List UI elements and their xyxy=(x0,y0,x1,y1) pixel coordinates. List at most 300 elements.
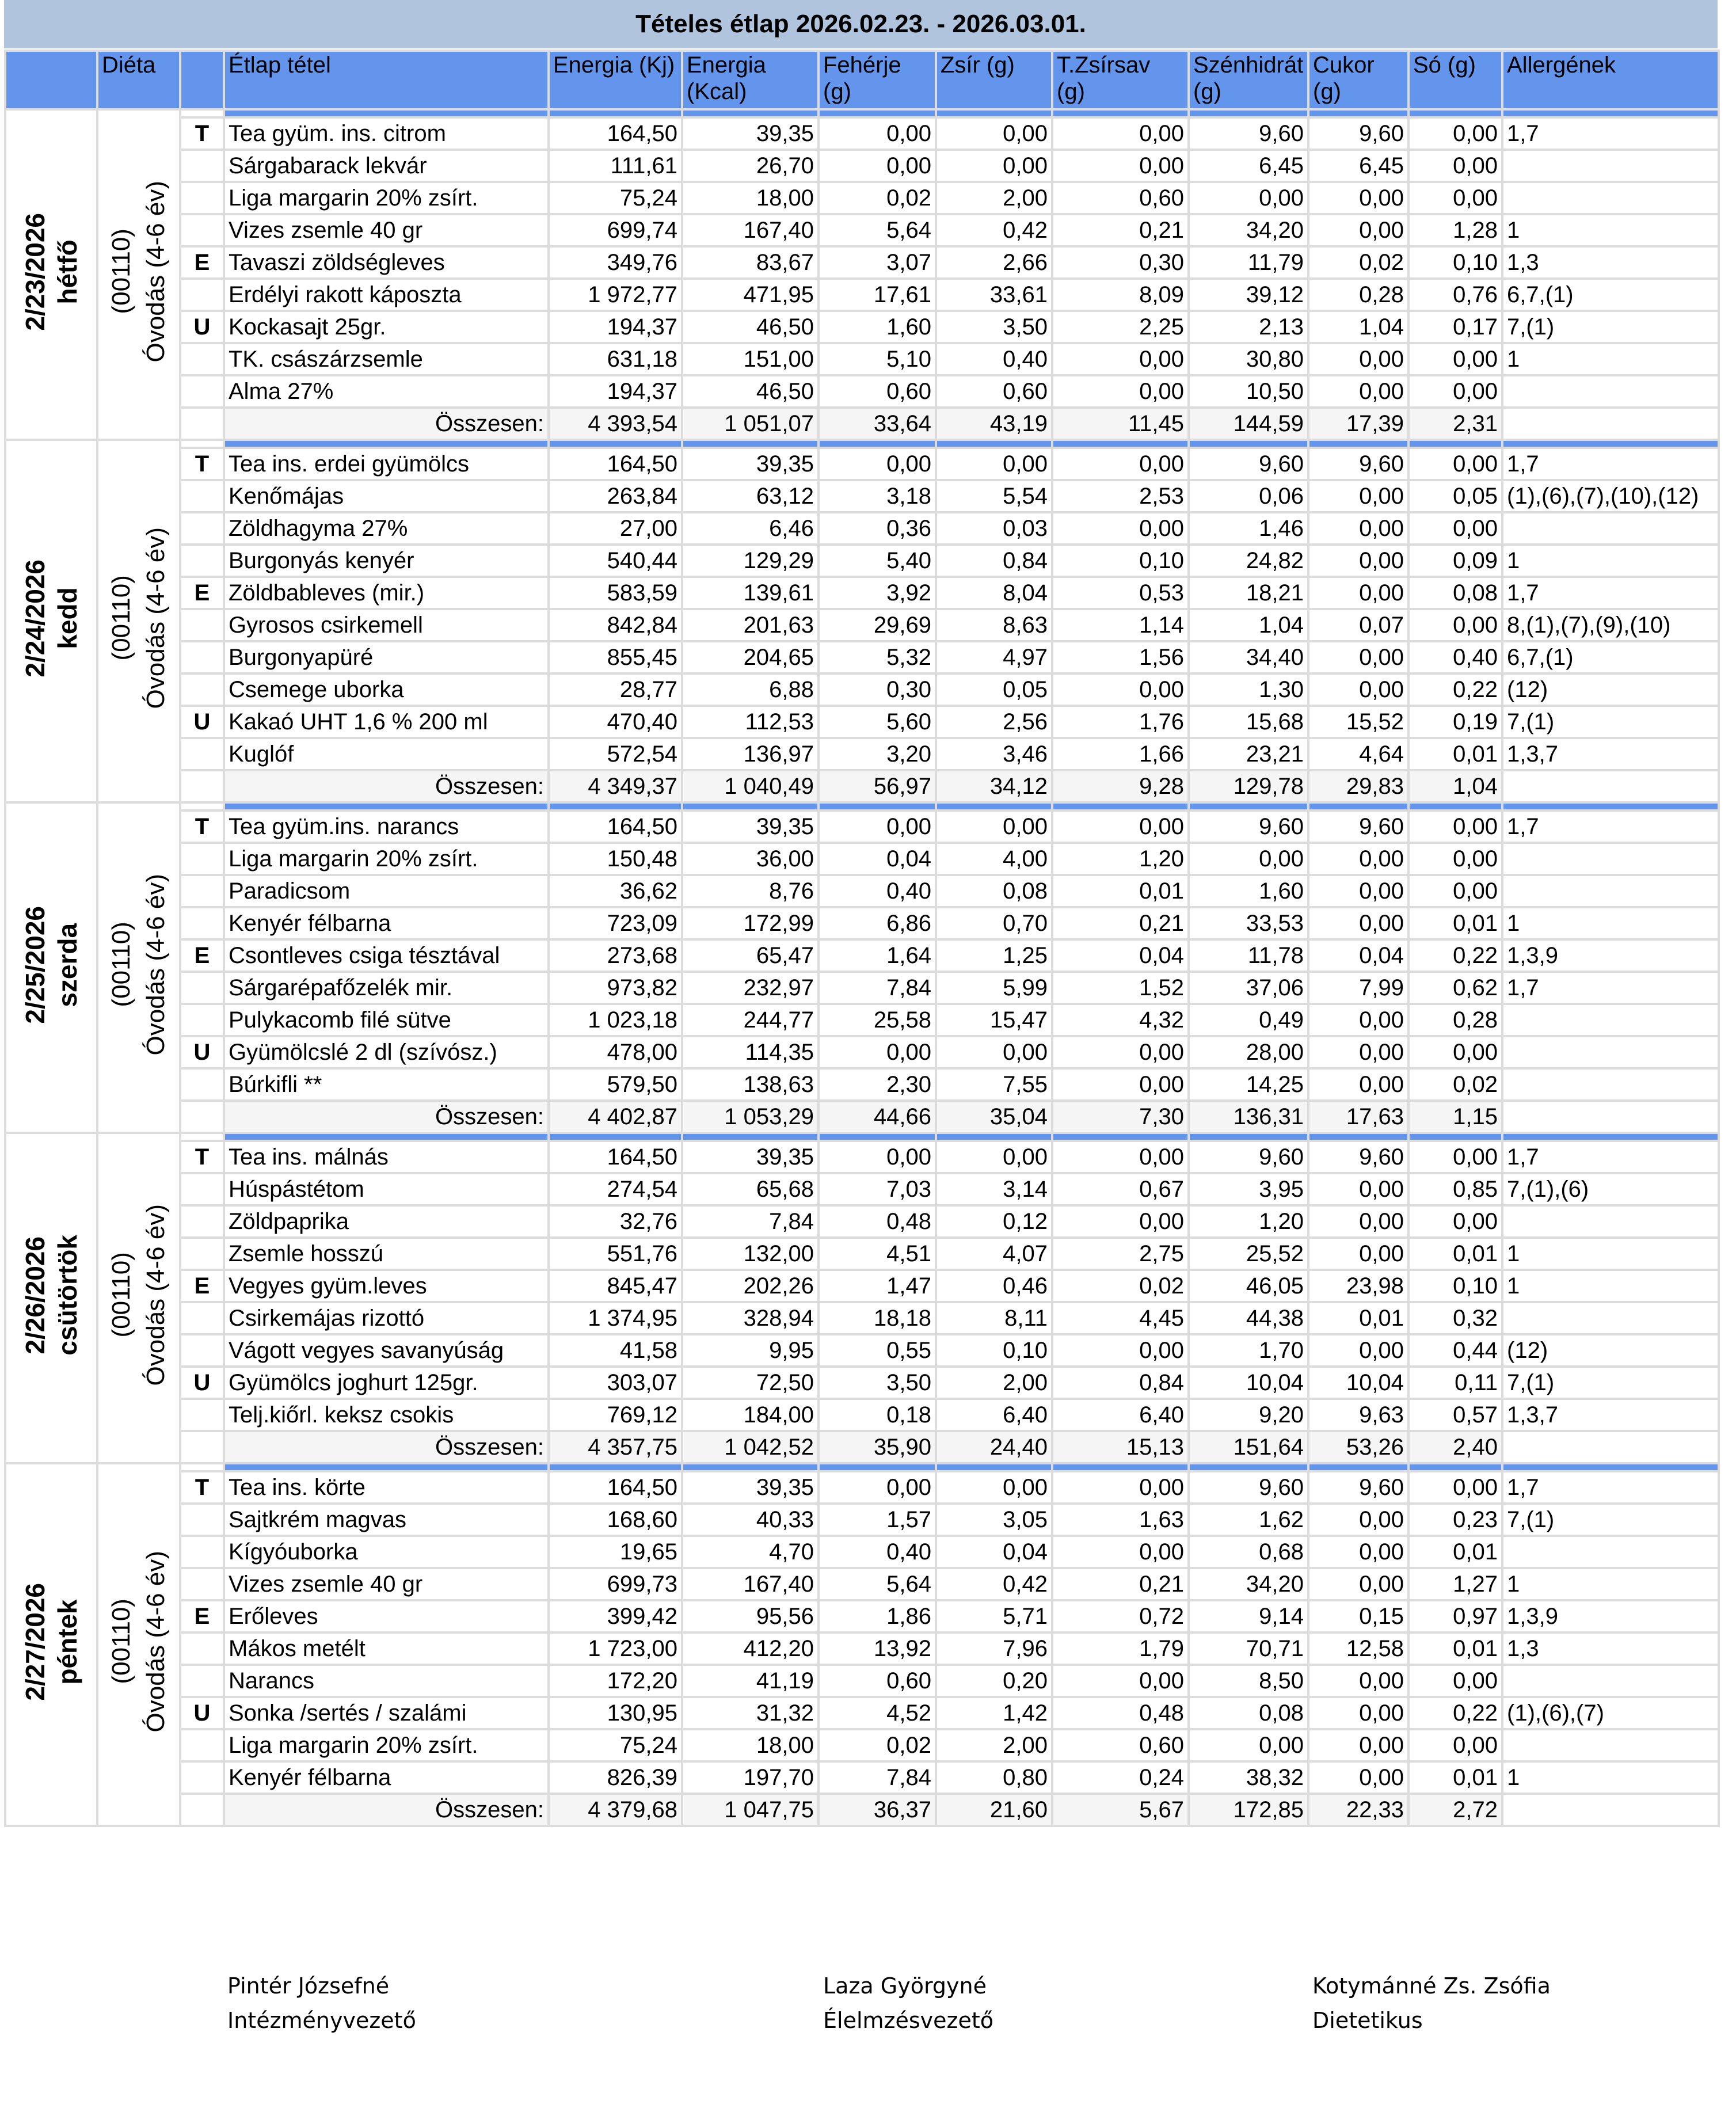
item-name: Erőleves xyxy=(224,1600,549,1632)
total-sugar: 53,26 xyxy=(1308,1431,1408,1463)
total-label: Összesen: xyxy=(224,1431,549,1463)
total-salt: 1,04 xyxy=(1408,770,1502,802)
value-protein: 3,07 xyxy=(818,246,936,279)
total-protein: 44,66 xyxy=(818,1101,936,1133)
meal-type: U xyxy=(180,1697,224,1729)
value-kj: 845,47 xyxy=(549,1270,682,1302)
header-row xyxy=(5,51,1719,109)
total-kj: 4 349,37 xyxy=(549,770,682,802)
item-name: Burgonyás kenyér xyxy=(224,545,549,577)
total-salt: 2,31 xyxy=(1408,408,1502,440)
separator-bar xyxy=(936,109,1052,117)
value-kcal: 112,53 xyxy=(682,706,818,738)
value-protein: 3,50 xyxy=(818,1367,936,1399)
allergens: 7,(1) xyxy=(1502,706,1719,738)
value-carb: 10,50 xyxy=(1189,375,1308,408)
value-protein: 0,48 xyxy=(818,1205,936,1238)
meal-type xyxy=(180,972,224,1004)
value-kj: 27,00 xyxy=(549,512,682,545)
item-name: Tea ins. erdei gyümölcs xyxy=(224,448,549,480)
total-fat: 24,40 xyxy=(936,1431,1052,1463)
menu-item-row xyxy=(5,1568,1719,1600)
total-label: Összesen: xyxy=(224,1794,549,1826)
menu-item-row xyxy=(5,1334,1719,1367)
value-protein: 7,84 xyxy=(818,972,936,1004)
value-protein: 0,00 xyxy=(818,1036,936,1068)
menu-item-row xyxy=(5,1238,1719,1270)
diet-cell xyxy=(97,1133,180,1463)
value-sugar: 0,00 xyxy=(1308,1536,1408,1568)
item-name: Kenyér félbarna xyxy=(224,1761,549,1794)
separator-bar xyxy=(1308,1463,1408,1471)
allergens: 1 xyxy=(1502,545,1719,577)
menu-item-row xyxy=(5,577,1719,609)
item-name: Kenőmájas xyxy=(224,480,549,512)
value-protein: 3,20 xyxy=(818,738,936,770)
total-kj: 4 379,68 xyxy=(549,1794,682,1826)
value-carb: 34,20 xyxy=(1189,1568,1308,1600)
value-sugar: 9,63 xyxy=(1308,1399,1408,1431)
value-fat: 5,54 xyxy=(936,480,1052,512)
allergens: (1),(6),(7),(10),(12) xyxy=(1502,480,1719,512)
value-kj: 579,50 xyxy=(549,1068,682,1101)
value-protein: 7,03 xyxy=(818,1173,936,1205)
value-salt: 0,05 xyxy=(1408,480,1502,512)
signature-block-1 xyxy=(227,1969,416,2038)
value-satfat: 0,00 xyxy=(1052,1036,1189,1068)
value-sugar: 6,45 xyxy=(1308,150,1408,182)
separator-bar xyxy=(1052,1463,1189,1471)
day-weekday: kedd xyxy=(52,587,82,649)
value-protein: 0,02 xyxy=(818,182,936,214)
item-name: Csemege uborka xyxy=(224,673,549,706)
value-fat: 3,46 xyxy=(936,738,1052,770)
total-row xyxy=(5,408,1719,440)
separator-bar xyxy=(549,802,682,810)
menu-item-row xyxy=(5,641,1719,673)
total-kj: 4 357,75 xyxy=(549,1431,682,1463)
value-kcal: 6,88 xyxy=(682,673,818,706)
separator-bar xyxy=(936,440,1052,448)
diet-name: Óvodás (4-6 év) xyxy=(142,874,170,1056)
value-kj: 540,44 xyxy=(549,545,682,577)
total-label: Összesen: xyxy=(224,1101,549,1133)
value-fat: 3,05 xyxy=(936,1504,1052,1536)
separator-bar xyxy=(549,440,682,448)
total-sugar: 17,63 xyxy=(1308,1101,1408,1133)
meal-type: E xyxy=(180,939,224,972)
allergens: 6,7,(1) xyxy=(1502,279,1719,311)
value-protein: 0,60 xyxy=(818,1665,936,1697)
value-fat: 2,00 xyxy=(936,1367,1052,1399)
value-satfat: 1,63 xyxy=(1052,1504,1189,1536)
meal-type xyxy=(180,1173,224,1205)
value-kj: 470,40 xyxy=(549,706,682,738)
value-kj: 75,24 xyxy=(549,1729,682,1761)
value-fat: 0,00 xyxy=(936,1036,1052,1068)
item-name: Sajtkrém magvas xyxy=(224,1504,549,1536)
value-fat: 2,00 xyxy=(936,182,1052,214)
separator-bar xyxy=(1502,1463,1719,1471)
item-name: Tea ins. körte xyxy=(224,1471,549,1504)
diet-code: (00110) xyxy=(107,1599,135,1685)
value-fat: 7,55 xyxy=(936,1068,1052,1101)
value-kj: 723,09 xyxy=(549,907,682,939)
value-kj: 32,76 xyxy=(549,1205,682,1238)
value-sugar: 0,00 xyxy=(1308,1334,1408,1367)
total-carb: 129,78 xyxy=(1189,770,1308,802)
value-satfat: 1,52 xyxy=(1052,972,1189,1004)
value-kcal: 184,00 xyxy=(682,1399,818,1431)
value-kcal: 18,00 xyxy=(682,182,818,214)
value-carb: 0,00 xyxy=(1189,843,1308,875)
value-fat: 3,50 xyxy=(936,311,1052,343)
value-kj: 19,65 xyxy=(549,1536,682,1568)
allergens: 1,3 xyxy=(1502,1632,1719,1665)
value-fat: 0,80 xyxy=(936,1761,1052,1794)
separator-bar xyxy=(1408,440,1502,448)
menu-item-row xyxy=(5,1173,1719,1205)
value-fat: 5,99 xyxy=(936,972,1052,1004)
value-salt: 0,62 xyxy=(1408,972,1502,1004)
allergens: 1 xyxy=(1502,907,1719,939)
value-protein: 0,40 xyxy=(818,1536,936,1568)
value-carb: 28,00 xyxy=(1189,1036,1308,1068)
allergens: 1 xyxy=(1502,343,1719,375)
diet-cell xyxy=(97,802,180,1133)
value-kj: 1 374,95 xyxy=(549,1302,682,1334)
total-kcal: 1 040,49 xyxy=(682,770,818,802)
total-row xyxy=(5,770,1719,802)
column-header-sugar: Cukor (g) xyxy=(1308,51,1408,109)
value-satfat: 0,00 xyxy=(1052,1068,1189,1101)
meal-type xyxy=(180,375,224,408)
value-kj: 399,42 xyxy=(549,1600,682,1632)
value-kj: 164,50 xyxy=(549,117,682,150)
total-blank xyxy=(180,408,224,440)
value-protein: 17,61 xyxy=(818,279,936,311)
signature-block-3 xyxy=(1312,1969,1551,2038)
value-salt: 0,00 xyxy=(1408,810,1502,843)
menu-item-row xyxy=(5,875,1719,907)
value-kcal: 244,77 xyxy=(682,1004,818,1036)
value-fat: 1,42 xyxy=(936,1697,1052,1729)
menu-item-row xyxy=(5,182,1719,214)
total-fat: 21,60 xyxy=(936,1794,1052,1826)
value-protein: 5,60 xyxy=(818,706,936,738)
allergens: 6,7,(1) xyxy=(1502,641,1719,673)
menu-item-row xyxy=(5,1399,1719,1431)
value-kj: 36,62 xyxy=(549,875,682,907)
allergens: 1,3,7 xyxy=(1502,738,1719,770)
total-row xyxy=(5,1431,1719,1463)
menu-item-row xyxy=(5,480,1719,512)
meal-type: T xyxy=(180,117,224,150)
diet-cell xyxy=(97,440,180,802)
separator-bar xyxy=(1308,1133,1408,1141)
total-kj: 4 402,87 xyxy=(549,1101,682,1133)
item-name: Erdélyi rakott káposzta xyxy=(224,279,549,311)
menu-item-row xyxy=(5,810,1719,843)
total-allergens-blank xyxy=(1502,1794,1719,1826)
value-protein: 1,64 xyxy=(818,939,936,972)
value-sugar: 0,00 xyxy=(1308,1697,1408,1729)
value-protein: 13,92 xyxy=(818,1632,936,1665)
item-name: Vizes zsemle 40 gr xyxy=(224,214,549,246)
value-satfat: 0,84 xyxy=(1052,1367,1189,1399)
day-separator xyxy=(5,1463,1719,1471)
item-name: Tea gyüm.ins. narancs xyxy=(224,810,549,843)
total-label: Összesen: xyxy=(224,770,549,802)
item-name: Kenyér félbarna xyxy=(224,907,549,939)
menu-item-row xyxy=(5,939,1719,972)
item-name: Kígyóuborka xyxy=(224,1536,549,1568)
meal-type xyxy=(180,1302,224,1334)
separator-bar xyxy=(549,109,682,117)
allergens: 1 xyxy=(1502,1238,1719,1270)
total-fat: 43,19 xyxy=(936,408,1052,440)
item-name: Tea ins. málnás xyxy=(224,1141,549,1173)
value-kcal: 31,32 xyxy=(682,1697,818,1729)
value-carb: 1,20 xyxy=(1189,1205,1308,1238)
value-carb: 34,20 xyxy=(1189,214,1308,246)
value-fat: 0,20 xyxy=(936,1665,1052,1697)
value-satfat: 0,53 xyxy=(1052,577,1189,609)
item-name: Húspástétom xyxy=(224,1173,549,1205)
value-sugar: 0,00 xyxy=(1308,1568,1408,1600)
separator-bar xyxy=(1052,802,1189,810)
allergens: 1 xyxy=(1502,1270,1719,1302)
total-satfat: 15,13 xyxy=(1052,1431,1189,1463)
total-kcal: 1 042,52 xyxy=(682,1431,818,1463)
value-kcal: 4,70 xyxy=(682,1536,818,1568)
separator-bar xyxy=(1408,1133,1502,1141)
value-carb: 9,20 xyxy=(1189,1399,1308,1431)
diet-name: Óvodás (4-6 év) xyxy=(142,1204,170,1386)
value-carb: 8,50 xyxy=(1189,1665,1308,1697)
value-protein: 0,00 xyxy=(818,1141,936,1173)
menu-item-row xyxy=(5,1367,1719,1399)
signature-name: Pintér Józsefné xyxy=(227,1973,390,1999)
value-sugar: 0,00 xyxy=(1308,182,1408,214)
value-kj: 699,73 xyxy=(549,1568,682,1600)
value-kcal: 39,35 xyxy=(682,1471,818,1504)
value-kj: 699,74 xyxy=(549,214,682,246)
meal-type xyxy=(180,907,224,939)
separator-bar xyxy=(1189,1133,1308,1141)
value-carb: 3,95 xyxy=(1189,1173,1308,1205)
value-sugar: 9,60 xyxy=(1308,1471,1408,1504)
item-name: Zöldhagyma 27% xyxy=(224,512,549,545)
value-kcal: 167,40 xyxy=(682,214,818,246)
value-satfat: 0,00 xyxy=(1052,1471,1189,1504)
value-kj: 631,18 xyxy=(549,343,682,375)
value-kcal: 46,50 xyxy=(682,311,818,343)
value-fat: 1,25 xyxy=(936,939,1052,972)
value-sugar: 9,60 xyxy=(1308,1141,1408,1173)
value-sugar: 0,00 xyxy=(1308,480,1408,512)
separator-bar xyxy=(1408,802,1502,810)
value-satfat: 0,48 xyxy=(1052,1697,1189,1729)
column-header-diet: Diéta xyxy=(97,51,180,109)
value-carb: 11,78 xyxy=(1189,939,1308,972)
value-protein: 1,47 xyxy=(818,1270,936,1302)
value-carb: 9,60 xyxy=(1189,810,1308,843)
menu-item-row xyxy=(5,843,1719,875)
value-fat: 6,40 xyxy=(936,1399,1052,1431)
value-sugar: 0,00 xyxy=(1308,843,1408,875)
day-date: 2/23/2026 xyxy=(20,212,50,331)
day-weekday: szerda xyxy=(52,923,82,1007)
value-salt: 0,17 xyxy=(1408,311,1502,343)
value-satfat: 0,04 xyxy=(1052,939,1189,972)
value-protein: 6,86 xyxy=(818,907,936,939)
value-kcal: 39,35 xyxy=(682,810,818,843)
diet-code: (00110) xyxy=(107,922,135,1008)
value-salt: 0,00 xyxy=(1408,843,1502,875)
item-name: Búrkifli ** xyxy=(224,1068,549,1101)
value-kj: 263,84 xyxy=(549,480,682,512)
value-carb: 1,70 xyxy=(1189,1334,1308,1367)
total-allergens-blank xyxy=(1502,1101,1719,1133)
allergens: 1 xyxy=(1502,1568,1719,1600)
column-header-carbohydrate: Szénhidrát (g) xyxy=(1189,51,1308,109)
diet-name: Óvodás (4-6 év) xyxy=(142,527,170,709)
day-separator xyxy=(5,802,1719,810)
value-sugar: 0,15 xyxy=(1308,1600,1408,1632)
menu-item-row xyxy=(5,1697,1719,1729)
allergens: 1,3 xyxy=(1502,246,1719,279)
value-kj: 41,58 xyxy=(549,1334,682,1367)
value-fat: 0,05 xyxy=(936,673,1052,706)
value-satfat: 2,53 xyxy=(1052,480,1189,512)
value-sugar: 0,00 xyxy=(1308,1665,1408,1697)
total-satfat: 7,30 xyxy=(1052,1101,1189,1133)
diet-name: Óvodás (4-6 év) xyxy=(142,181,170,363)
allergens xyxy=(1502,1068,1719,1101)
value-satfat: 0,00 xyxy=(1052,448,1189,480)
value-sugar: 0,00 xyxy=(1308,1238,1408,1270)
value-carb: 9,60 xyxy=(1189,1471,1308,1504)
allergens xyxy=(1502,375,1719,408)
value-carb: 44,38 xyxy=(1189,1302,1308,1334)
meal-type: T xyxy=(180,448,224,480)
value-fat: 0,42 xyxy=(936,214,1052,246)
value-sugar: 0,00 xyxy=(1308,1205,1408,1238)
value-salt: 0,00 xyxy=(1408,1729,1502,1761)
value-fat: 0,60 xyxy=(936,375,1052,408)
total-allergens-blank xyxy=(1502,1431,1719,1463)
item-name: Zöldpaprika xyxy=(224,1205,549,1238)
value-protein: 0,36 xyxy=(818,512,936,545)
value-sugar: 9,60 xyxy=(1308,448,1408,480)
value-sugar: 10,04 xyxy=(1308,1367,1408,1399)
value-fat: 0,00 xyxy=(936,150,1052,182)
value-carb: 70,71 xyxy=(1189,1632,1308,1665)
value-protein: 5,10 xyxy=(818,343,936,375)
meal-type: U xyxy=(180,1036,224,1068)
menu-item-row xyxy=(5,1761,1719,1794)
value-sugar: 0,00 xyxy=(1308,375,1408,408)
value-sugar: 0,04 xyxy=(1308,939,1408,972)
item-name: Burgonyapüré xyxy=(224,641,549,673)
value-protein: 2,30 xyxy=(818,1068,936,1101)
value-salt: 0,00 xyxy=(1408,1036,1502,1068)
menu-table xyxy=(4,50,1720,1827)
meal-type: U xyxy=(180,706,224,738)
total-satfat: 9,28 xyxy=(1052,770,1189,802)
value-sugar: 0,00 xyxy=(1308,875,1408,907)
value-fat: 8,04 xyxy=(936,577,1052,609)
allergens xyxy=(1502,1302,1719,1334)
allergens: 1,3,9 xyxy=(1502,1600,1719,1632)
value-fat: 3,14 xyxy=(936,1173,1052,1205)
allergens: (12) xyxy=(1502,1334,1719,1367)
value-salt: 0,00 xyxy=(1408,343,1502,375)
menu-item-row xyxy=(5,1665,1719,1697)
menu-item-row xyxy=(5,150,1719,182)
allergens: 1 xyxy=(1502,214,1719,246)
value-protein: 0,60 xyxy=(818,375,936,408)
value-sugar: 1,04 xyxy=(1308,311,1408,343)
allergens xyxy=(1502,1036,1719,1068)
value-salt: 0,57 xyxy=(1408,1399,1502,1431)
value-kj: 168,60 xyxy=(549,1504,682,1536)
allergens: 1 xyxy=(1502,1761,1719,1794)
value-satfat: 0,01 xyxy=(1052,875,1189,907)
value-carb: 25,52 xyxy=(1189,1238,1308,1270)
menu-item-row xyxy=(5,1205,1719,1238)
value-kj: 826,39 xyxy=(549,1761,682,1794)
separator-bar xyxy=(682,1463,818,1471)
value-kcal: 40,33 xyxy=(682,1504,818,1536)
total-satfat: 11,45 xyxy=(1052,408,1189,440)
meal-type xyxy=(180,738,224,770)
value-satfat: 4,45 xyxy=(1052,1302,1189,1334)
value-protein: 0,02 xyxy=(818,1729,936,1761)
item-name: Tavaszi zöldségleves xyxy=(224,246,549,279)
value-satfat: 0,02 xyxy=(1052,1270,1189,1302)
value-kcal: 151,00 xyxy=(682,343,818,375)
value-protein: 0,40 xyxy=(818,875,936,907)
separator-bar xyxy=(1308,109,1408,117)
value-kj: 842,84 xyxy=(549,609,682,641)
value-satfat: 1,79 xyxy=(1052,1632,1189,1665)
value-carb: 1,30 xyxy=(1189,673,1308,706)
value-kcal: 46,50 xyxy=(682,375,818,408)
allergens: 7,(1) xyxy=(1502,311,1719,343)
value-fat: 0,08 xyxy=(936,875,1052,907)
value-kj: 164,50 xyxy=(549,810,682,843)
value-kcal: 39,35 xyxy=(682,1141,818,1173)
allergens: (12) xyxy=(1502,673,1719,706)
separator-bar xyxy=(1189,109,1308,117)
value-salt: 0,00 xyxy=(1408,1665,1502,1697)
value-kcal: 18,00 xyxy=(682,1729,818,1761)
value-kj: 274,54 xyxy=(549,1173,682,1205)
value-sugar: 0,00 xyxy=(1308,907,1408,939)
value-satfat: 0,72 xyxy=(1052,1600,1189,1632)
column-header-item: Étlap tétel xyxy=(224,51,549,109)
value-kcal: 95,56 xyxy=(682,1600,818,1632)
value-salt: 0,11 xyxy=(1408,1367,1502,1399)
total-carb: 172,85 xyxy=(1189,1794,1308,1826)
value-kcal: 26,70 xyxy=(682,150,818,182)
value-satfat: 0,00 xyxy=(1052,512,1189,545)
value-salt: 0,01 xyxy=(1408,1632,1502,1665)
value-kcal: 65,47 xyxy=(682,939,818,972)
value-carb: 9,60 xyxy=(1189,117,1308,150)
